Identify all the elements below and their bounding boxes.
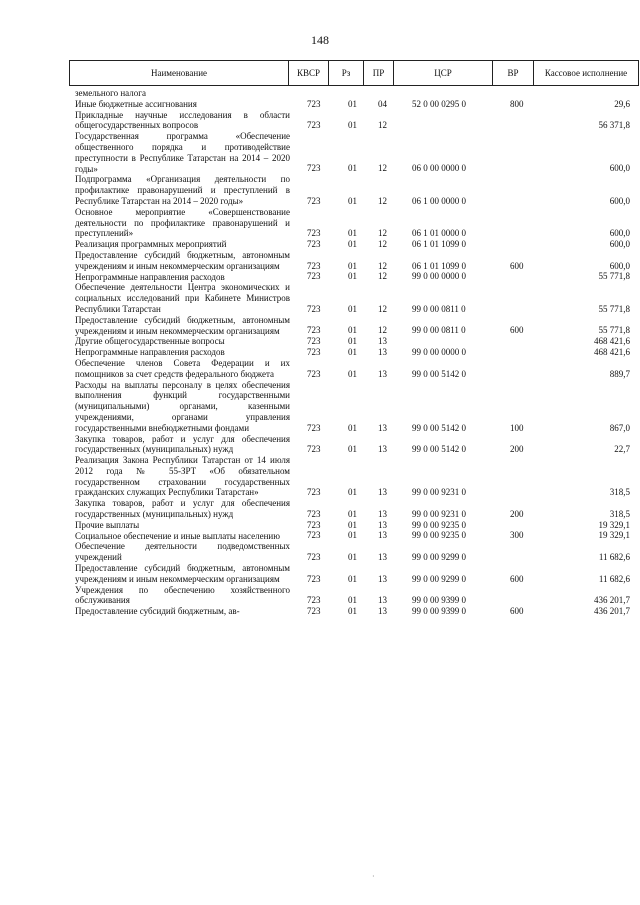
row-csr: 06 1 01 1099 0 <box>412 238 466 249</box>
row-csr: 99 0 00 9235 0 <box>412 519 466 530</box>
header-kvsr: КВСР <box>289 61 329 85</box>
row-amount: 318,5 <box>609 487 630 498</box>
row-csr: 99 0 00 9231 0 <box>412 508 466 519</box>
table-row <box>75 498 630 520</box>
row-rz: 01 <box>348 552 357 563</box>
header-rz: Рз <box>329 61 364 85</box>
row-csr: 99 0 00 9235 0 <box>412 530 466 541</box>
row-amount: 55 771,8 <box>598 325 630 336</box>
row-name: Предоставление субсидий бюджетным, автономным учреждениям и иным некоммерческим организациям <box>75 249 290 271</box>
row-kvsr: 723 <box>307 487 321 498</box>
row-name: Прочие выплаты <box>75 519 140 530</box>
row-kvsr: 723 <box>307 303 321 314</box>
row-kvsr: 723 <box>307 530 321 541</box>
row-rz: 01 <box>348 444 357 455</box>
row-vr: 600 <box>510 573 524 584</box>
header-name: Наименование <box>70 61 289 85</box>
row-pr: 12 <box>378 303 387 314</box>
row-pr: 13 <box>378 530 387 541</box>
row-amount: 436 201,7 <box>594 606 630 617</box>
row-name: Социальное обеспечение и иные выплаты населению <box>75 530 280 541</box>
table-row <box>75 336 630 347</box>
row-kvsr: 723 <box>307 508 321 519</box>
scan-speck: · <box>372 872 375 881</box>
row-amount: 19 329,1 <box>598 530 630 541</box>
row-rz: 01 <box>348 336 357 347</box>
row-kvsr: 723 <box>307 260 321 271</box>
row-pr: 13 <box>378 346 387 357</box>
row-rz: 01 <box>348 519 357 530</box>
table-row <box>75 174 630 206</box>
row-csr: 99 0 00 0811 0 <box>412 303 466 314</box>
row-vr: 300 <box>510 530 524 541</box>
row-amount: 22,7 <box>614 444 630 455</box>
table-row <box>75 606 630 617</box>
row-kvsr: 723 <box>307 422 321 433</box>
row-vr: 600 <box>510 606 524 617</box>
row-rz: 01 <box>348 228 357 239</box>
row-csr: 99 0 00 0811 0 <box>412 325 466 336</box>
row-pr: 12 <box>378 195 387 206</box>
row-rz: 01 <box>348 422 357 433</box>
row-name: земельного налога <box>75 88 146 98</box>
row-name: Расходы на выплаты персоналу в целях обеспечения выполнения функций государственными (муниципальными) органами, казенными учреждениями, органами управления государственными внебюджетными фондами <box>75 379 290 433</box>
table-row <box>75 239 630 250</box>
row-pr: 13 <box>378 487 387 498</box>
row-rz: 01 <box>348 325 357 336</box>
row-pr: 13 <box>378 444 387 455</box>
row-rz: 01 <box>348 573 357 584</box>
table-row <box>75 380 630 434</box>
row-kvsr: 723 <box>307 368 321 379</box>
row-name: Предоставление субсидий бюджетным, автономным учреждениям и иным некоммерческим организациям <box>75 314 290 336</box>
row-csr: 99 0 00 5142 0 <box>412 368 466 379</box>
row-rz: 01 <box>348 195 357 206</box>
table-row <box>75 520 630 531</box>
row-rz: 01 <box>348 368 357 379</box>
row-name: Подпрограмма «Организация деятельности по профилактике правонарушений и преступлений в Республике Татарстан на 2014 – 2020 годы» <box>75 174 290 206</box>
row-pr: 13 <box>378 368 387 379</box>
row-vr: 600 <box>510 325 524 336</box>
row-csr: 99 0 00 9231 0 <box>412 487 466 498</box>
row-amount: 29,6 <box>614 98 630 109</box>
row-name: Предоставление субсидий бюджетным, ав- <box>75 606 240 617</box>
row-rz: 01 <box>348 487 357 498</box>
row-csr: 06 0 00 0000 0 <box>412 163 466 174</box>
row-kvsr: 723 <box>307 336 321 347</box>
row-pr: 04 <box>378 98 387 109</box>
table-row <box>75 272 630 283</box>
table-body <box>75 88 630 617</box>
row-vr: 200 <box>510 508 524 519</box>
row-kvsr: 723 <box>307 595 321 606</box>
row-name: Реализация программных мероприятий <box>75 239 227 250</box>
table-row <box>75 250 630 272</box>
row-name: Обеспечение членов Совета Федерации и их помощников за счет средств федерального бюджета <box>75 357 290 379</box>
page-number: 148 <box>311 33 329 47</box>
row-amount: 600,0 <box>609 195 630 206</box>
row-amount: 56 371,8 <box>598 120 630 131</box>
row-kvsr: 723 <box>307 573 321 584</box>
header-kassovoe: Кассовое исполнение <box>544 67 628 78</box>
row-amount: 55 771,8 <box>598 303 630 314</box>
row-pr: 13 <box>378 573 387 584</box>
row-rz: 01 <box>348 606 357 617</box>
row-pr: 13 <box>378 422 387 433</box>
row-kvsr: 723 <box>307 195 321 206</box>
row-csr: 99 0 00 5142 0 <box>412 422 466 433</box>
row-name: Непрограммные направления расходов <box>75 347 225 358</box>
header-vr: ВР <box>493 61 534 85</box>
row-kvsr: 723 <box>307 238 321 249</box>
row-name: Прикладные научные исследования в области общегосударственных вопросов <box>75 109 290 131</box>
row-pr: 12 <box>378 228 387 239</box>
row-name: Учреждения по обеспечению хозяйственного обслуживания <box>75 584 290 606</box>
row-kvsr: 723 <box>307 228 321 239</box>
row-amount: 318,5 <box>609 508 630 519</box>
row-name: Реализация Закона Республики Татарстан от 14 июля 2012 года № 55-ЗРТ «Об обязательном государственном страховании государственных гражданских служащих Республики Татарстан» <box>75 455 290 498</box>
row-rz: 01 <box>348 163 357 174</box>
row-rz: 01 <box>348 98 357 109</box>
row-amount: 600,0 <box>609 260 630 271</box>
row-kvsr: 723 <box>307 552 321 563</box>
row-amount: 600,0 <box>609 228 630 239</box>
row-pr: 13 <box>378 552 387 563</box>
row-name: Обеспечение деятельности Центра экономических и социальных исследований при Кабинете Министров Республики Татарстан <box>75 282 290 314</box>
row-csr: 06 1 00 0000 0 <box>412 195 466 206</box>
row-name: Предоставление субсидий бюджетным, автономным учреждениям и иным некоммерческим организациям <box>75 563 290 584</box>
table-row <box>75 434 630 456</box>
row-rz: 01 <box>348 120 357 131</box>
table-row <box>75 282 630 314</box>
row-name: Другие общегосударственные вопросы <box>75 336 225 347</box>
header-pr: ПР <box>364 61 394 85</box>
row-csr: 52 0 00 0295 0 <box>412 98 466 109</box>
row-pr: 12 <box>378 271 387 282</box>
row-vr: 600 <box>510 260 524 271</box>
table-row <box>75 110 630 132</box>
row-name: Обеспечение деятельности подведомственных учреждений <box>75 541 290 563</box>
table-row <box>75 563 630 585</box>
row-kvsr: 723 <box>307 163 321 174</box>
row-vr: 800 <box>510 98 524 109</box>
row-name: Основное мероприятие «Совершенствование деятельности по профилактике правонарушений и преступлений» <box>75 206 290 239</box>
table-row <box>75 347 630 358</box>
row-rz: 01 <box>348 346 357 357</box>
row-csr: 99 0 00 9299 0 <box>412 552 466 563</box>
row-csr: 99 0 00 9399 0 <box>412 606 466 617</box>
row-kvsr: 723 <box>307 120 321 131</box>
row-rz: 01 <box>348 508 357 519</box>
row-amount: 600,0 <box>609 163 630 174</box>
row-kvsr: 723 <box>307 519 321 530</box>
row-pr: 12 <box>378 260 387 271</box>
row-kvsr: 723 <box>307 346 321 357</box>
row-pr: 12 <box>378 325 387 336</box>
row-name: Иные бюджетные ассигнования <box>75 98 197 109</box>
row-csr: 99 0 00 0000 0 <box>412 346 466 357</box>
row-amount: 600,0 <box>609 238 630 249</box>
row-amount: 867,0 <box>609 422 630 433</box>
row-rz: 01 <box>348 260 357 271</box>
row-csr: 06 1 01 1099 0 <box>412 260 466 271</box>
row-rz: 01 <box>348 530 357 541</box>
row-amount: 11 682,6 <box>598 573 630 584</box>
row-pr: 13 <box>378 595 387 606</box>
table-row <box>75 207 630 239</box>
row-pr: 13 <box>378 508 387 519</box>
row-kvsr: 723 <box>307 98 321 109</box>
row-csr: 99 0 00 9399 0 <box>412 595 466 606</box>
row-rz: 01 <box>348 303 357 314</box>
row-csr: 99 0 00 5142 0 <box>412 444 466 455</box>
table-row <box>75 455 630 498</box>
row-amount: 468 421,6 <box>594 346 630 357</box>
row-pr: 12 <box>378 163 387 174</box>
row-pr: 12 <box>378 238 387 249</box>
table-row <box>75 99 630 110</box>
row-csr: 99 0 00 9299 0 <box>412 573 466 584</box>
row-kvsr: 723 <box>307 606 321 617</box>
row-kvsr: 723 <box>307 444 321 455</box>
table-row <box>75 585 630 607</box>
table-row <box>75 541 630 563</box>
row-amount: 889,7 <box>609 368 630 379</box>
row-pr: 13 <box>378 519 387 530</box>
row-name: Закупка товаров, работ и услуг для обеспечения государственных (муниципальных) нужд <box>75 498 290 520</box>
table-row <box>75 358 630 380</box>
row-pr: 13 <box>378 336 387 347</box>
row-name: Государственная программа «Обеспечение общественного порядка и противодействие преступности в Республике Татарстан на 2014 – 2020 годы» <box>75 131 290 174</box>
row-amount: 19 329,1 <box>598 519 630 530</box>
table-header <box>69 60 639 86</box>
table-row <box>75 315 630 337</box>
row-amount: 468 421,6 <box>594 336 630 347</box>
table-row <box>75 88 630 99</box>
row-vr: 100 <box>510 422 524 433</box>
row-csr: 06 1 01 0000 0 <box>412 228 466 239</box>
row-name: Непрограммные направления расходов <box>75 271 225 282</box>
row-kvsr: 723 <box>307 325 321 336</box>
row-rz: 01 <box>348 238 357 249</box>
row-rz: 01 <box>348 595 357 606</box>
row-amount: 11 682,6 <box>598 552 630 563</box>
row-pr: 12 <box>378 120 387 131</box>
row-amount: 436 201,7 <box>594 595 630 606</box>
row-csr: 99 0 00 0000 0 <box>412 271 466 282</box>
table-row <box>75 531 630 542</box>
row-name: Закупка товаров, работ и услуг для обеспечения государственных (муниципальных) нужд <box>75 433 290 455</box>
row-rz: 01 <box>348 271 357 282</box>
row-pr: 13 <box>378 606 387 617</box>
table-row <box>75 131 630 174</box>
row-amount: 55 771,8 <box>598 271 630 282</box>
row-vr: 200 <box>510 444 524 455</box>
header-csr: ЦСР <box>394 61 493 85</box>
row-kvsr: 723 <box>307 271 321 282</box>
